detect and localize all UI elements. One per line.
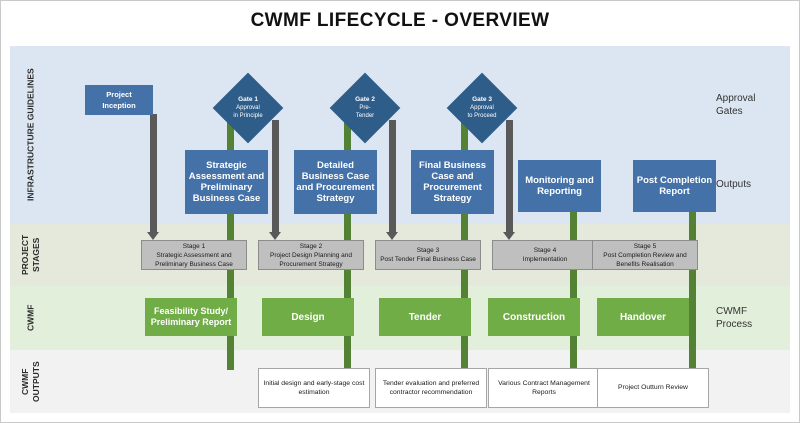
band-label-project-stages: PROJECT STAGES: [20, 234, 41, 276]
gate-1-text: [217, 77, 279, 139]
gate-2-number: Gate 2: [355, 96, 375, 103]
cwmf-process-handover[interactable]: Handover: [597, 298, 689, 336]
stage-box-5[interactable]: [592, 240, 698, 270]
stage-5-name: Stage 5: [633, 242, 657, 250]
stage-3-desc: Post Tender Final Business Case: [380, 256, 476, 263]
gate-2[interactable]: [334, 77, 396, 139]
connector-gate2-arrow: [386, 232, 398, 240]
output-box-monitoring-reporting[interactable]: Monitoring and Reporting: [518, 160, 601, 212]
connector-green-handover: [689, 200, 696, 370]
connector-inception-arrow: [147, 232, 159, 240]
gate-1[interactable]: [217, 77, 279, 139]
right-label-cwmf-process: [716, 305, 752, 331]
cwmf-process-design[interactable]: Design: [262, 298, 354, 336]
page-title: CWMF LIFECYCLE - OVERVIEW: [250, 10, 550, 31]
connector-gate3-arrow: [503, 232, 515, 240]
project-inception-line1: Project: [106, 90, 132, 99]
cwmf-output-initial-design[interactable]: Initial design and early-stage cost estimation: [258, 368, 370, 408]
band-label-cwmf-outputs: CWMF OUTPUTS: [20, 361, 41, 402]
right-label-outputs: Outputs: [716, 179, 752, 190]
cwmf-process-construction[interactable]: Construction: [488, 298, 580, 336]
connector-inception-to-stage1: [150, 114, 157, 234]
stage-2-name: Stage 2: [299, 242, 323, 250]
connector-gate1-arrow: [269, 232, 281, 240]
gate-2-text: [334, 77, 396, 139]
cwmf-output-tender-evaluation[interactable]: Tender evaluation and preferred contractor recommendation: [375, 368, 487, 408]
right-label-approval-gates-line1: Approval: [716, 93, 756, 104]
gate-3-number: Gate 3: [472, 96, 492, 103]
right-label-approval-gates-line2: Gates: [716, 106, 743, 117]
gate-1-number: Gate 1: [238, 96, 258, 103]
stage-2-desc: Project Design Planning and Procurement Strategy: [269, 251, 353, 268]
stage-box-1[interactable]: [141, 240, 247, 270]
band-label-infrastructure-guidelines: INFRASTRUCTURE GUIDELINES: [25, 68, 36, 202]
stage-1-name: Stage 1: [182, 242, 206, 250]
cwmf-output-project-outturn-review[interactable]: Project Outturn Review: [597, 368, 709, 408]
stage-3-name: Stage 3: [416, 247, 440, 254]
gate-2-desc-line2: Tender: [355, 113, 375, 119]
cwmf-process-tender[interactable]: Tender: [379, 298, 471, 336]
output-box-post-completion-report[interactable]: Post Completion Report: [633, 160, 716, 212]
output-box-strategic-assessment[interactable]: Strategic Assessment and Preliminary Business Case: [185, 150, 268, 214]
stage-4-name: Stage 4: [533, 247, 557, 254]
gate-3-desc-line2: to Proceed: [467, 113, 497, 119]
right-label-cwmf-process-line2: Process: [716, 319, 753, 330]
stage-box-4[interactable]: [492, 240, 598, 270]
gate-1-desc-line2: in Principle: [233, 113, 263, 119]
stage-box-2[interactable]: [258, 240, 364, 270]
output-box-final-business-case[interactable]: Final Business Case and Procurement Strategy: [411, 150, 494, 214]
stage-5-desc: Post Completion Review and Benefits Realisation: [603, 251, 687, 268]
project-inception-box[interactable]: [85, 85, 153, 115]
cwmf-output-contract-management[interactable]: Various Contract Management Reports: [488, 368, 600, 408]
band-label-cwmf: CWMF: [25, 304, 36, 332]
cwmf-process-feasibility-study[interactable]: Feasibility Study/ Preliminary Report: [145, 298, 237, 336]
project-inception-line2: Inception: [102, 101, 136, 110]
gate-3-text: [451, 77, 513, 139]
stage-4-desc: Implementation: [522, 256, 568, 263]
output-box-detailed-business-case[interactable]: Detailed Business Case and Procurement Strategy: [294, 150, 377, 214]
stage-1-desc: Strategic Assessment and Preliminary Business Case: [155, 251, 233, 268]
right-label-approval-gates: [716, 92, 755, 118]
connector-green-monitoring: [570, 200, 577, 370]
gate-3[interactable]: [451, 77, 513, 139]
gate-2-desc-line1: Pre-: [359, 105, 371, 111]
gate-1-desc-line1: Approval: [236, 105, 260, 111]
right-label-cwmf-process-line1: CWMF: [716, 306, 748, 317]
stage-box-3[interactable]: [375, 240, 481, 270]
gate-3-desc-line1: Approval: [470, 105, 494, 111]
